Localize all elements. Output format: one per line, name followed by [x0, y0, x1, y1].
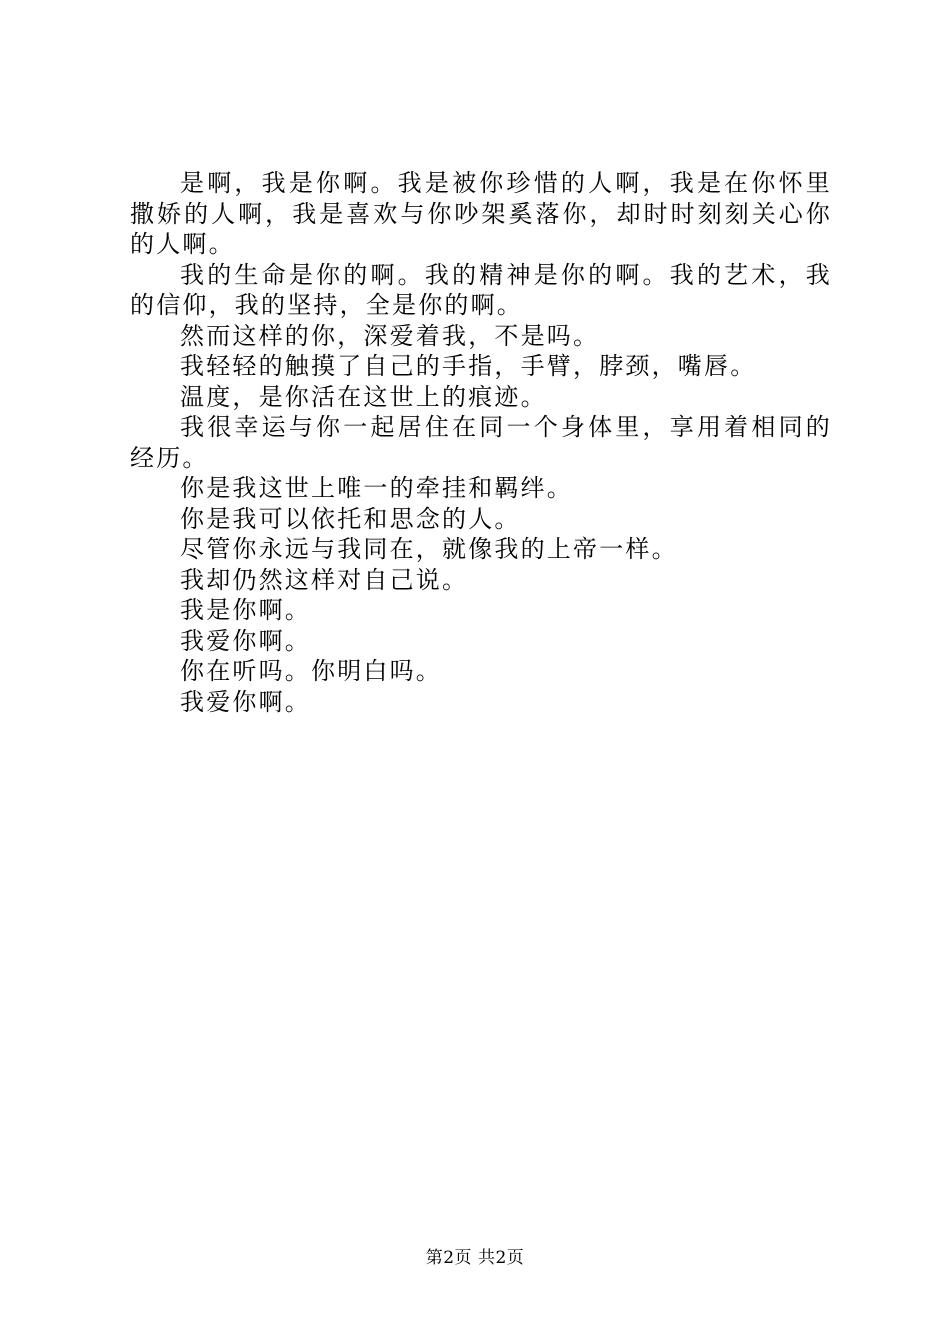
- document-body: [130, 168, 832, 717]
- paragraph: 我爱你啊。: [180, 626, 311, 655]
- paragraph: 我的生命是你的啊。我的精神是你的啊。我的艺术，我的信仰，我的坚持，全是你的啊。: [130, 260, 832, 319]
- paragraph: 是啊，我是你啊。我是被你珍惜的人啊，我是在你怀里撒娇的人啊，我是喜欢与你吵架奚落你，却时时刻刻关心你的人啊。: [130, 169, 832, 258]
- paragraph: 尽管你永远与我同在，就像我的上帝一样。: [180, 535, 678, 563]
- paragraph: 你是我可以依托和思念的人。: [180, 504, 521, 533]
- paragraph: 你在听吗。你明白吗。: [180, 657, 442, 685]
- paragraph: 我很幸运与你一起居住在同一个身体里，享用着相同的经历。: [130, 413, 832, 472]
- paragraph: 你是我这世上唯一的牵挂和羁绊。: [180, 474, 573, 502]
- paragraph: 我是你啊。: [180, 596, 311, 624]
- paragraph: 我爱你啊。: [180, 687, 311, 716]
- paragraph: 我却仍然这样对自己说。: [180, 565, 469, 594]
- page-number-footer: 第2页 共2页: [425, 1248, 525, 1268]
- paragraph: 然而这样的你，深爱着我，不是吗。: [180, 321, 600, 350]
- paragraph: 温度，是你活在这世上的痕迹。: [180, 382, 547, 411]
- paragraph: 我轻轻的触摸了自己的手指，手臂，脖颈，嘴唇。: [180, 352, 757, 380]
